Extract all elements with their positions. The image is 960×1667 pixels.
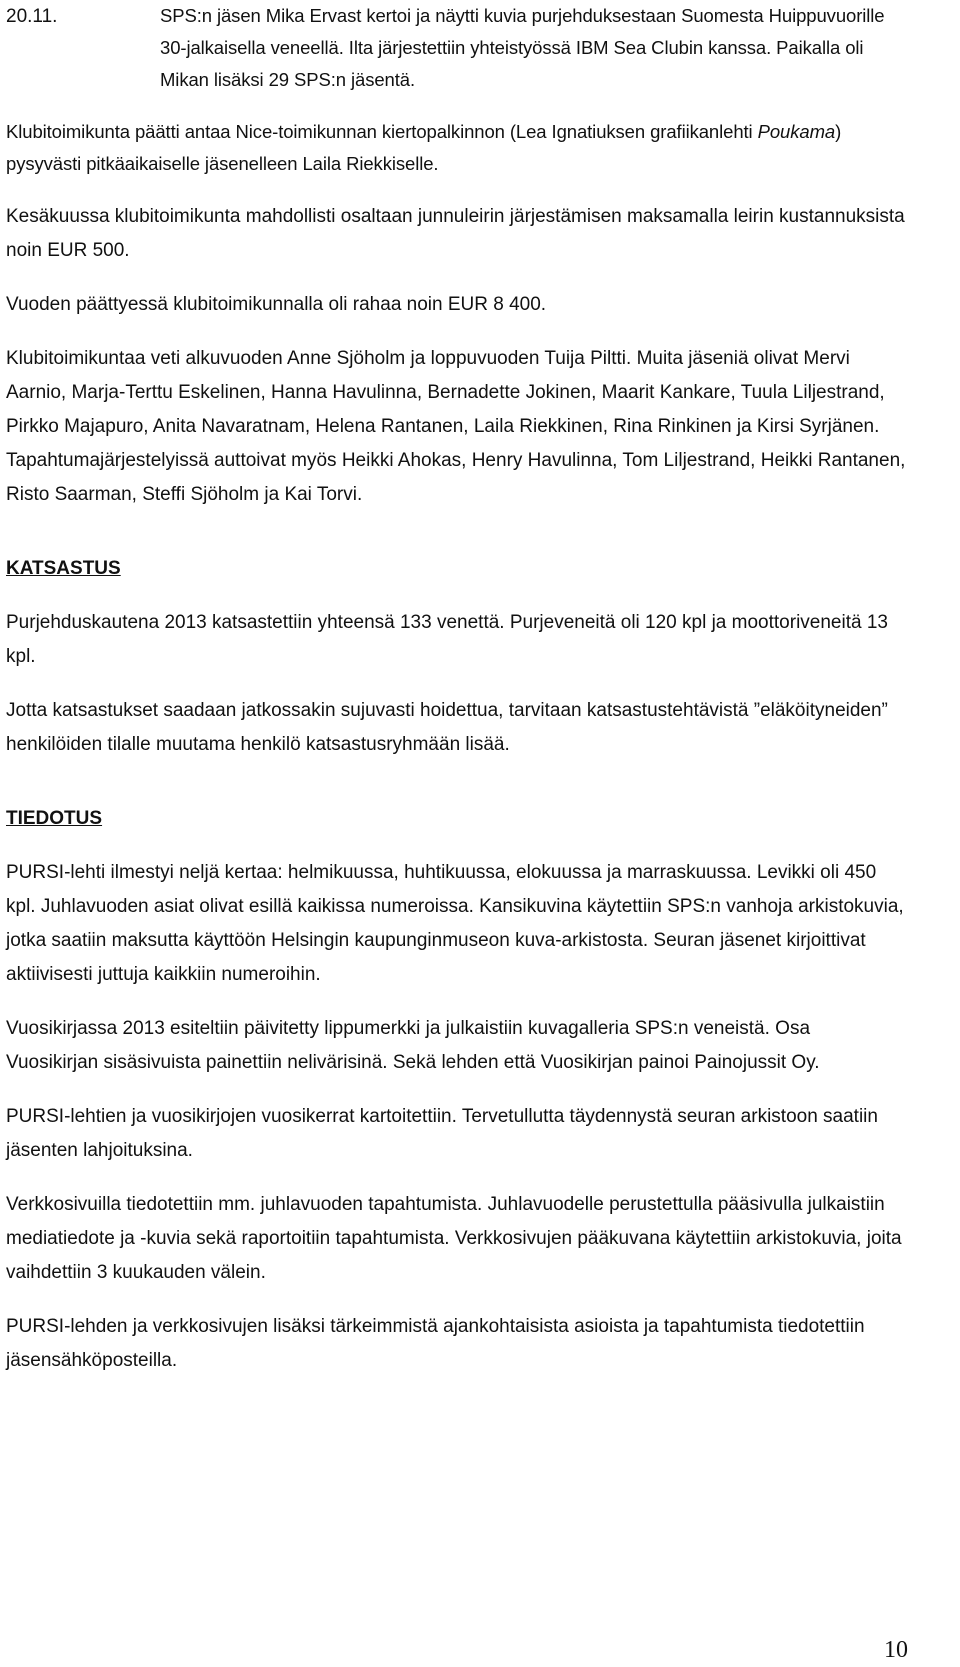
page-number: 10 [884, 1637, 908, 1663]
section-heading-katsastus: KATSASTUS [6, 558, 121, 579]
tiedotus-paragraph-website: Verkkosivuilla tiedotettiin mm. juhlavuoden tapahtumista. Juhlavuodelle perustettulla pääsivulla julkaistiin mediatiedote ja -kuvia sekä raportoitiin tapahtumista. Verkkosivujen pääkuvana käytettiin arkistokuvia, joita vaihdettiin 3 kuukauden välein. [6, 1194, 902, 1283]
club-paragraph-members: Klubitoimikuntaa veti alkuvuoden Anne Sjöholm ja loppuvuoden Tuija Piltti. Muita jäseniä olivat Mervi Aarnio, Marja-Terttu Eskelinen, Hanna Havulinna, Bernadette Jokinen, Maarit Kankare, Tuula Liljestrand, Pirkko Majapuro, Anita Navaratnam, Helena Rantanen, Laila Riekkinen, Rina Rinkinen ja Kirsi Syrjänen. Tapahtumajärjestelyissä auttoivat myös Heikki Ahokas, Henry Havulinna, Tom Liljestrand, Heikki Rantanen, Risto Saarman, Steffi Sjöholm ja Kai Torvi. [6, 348, 906, 505]
award-title-italic: Poukama [757, 121, 836, 142]
event-date: 20.11. [6, 6, 58, 27]
award-paragraph [6, 116, 906, 180]
award-text-after: ) pysyvästi pitkäaikaiselle jäsenelleen Laila Riekkiselle. [6, 121, 842, 174]
tiedotus-paragraph-email: PURSI-lehden ja verkkosivujen lisäksi tärkeimmistä ajankohtaisista asioista ja tapahtumista tiedotettiin jäsensähköposteilla. [6, 1316, 865, 1371]
event-entry [6, 0, 906, 96]
tiedotus-paragraph-archive: PURSI-lehtien ja vuosikirjojen vuosikerrat kartoitettiin. Tervetullutta täydennystä seuran arkistoon saatiin jäsenten lahjoituksina. [6, 1106, 878, 1161]
club-paragraph-finances: Vuoden päättyessä klubitoimikunnalla oli rahaa noin EUR 8 400. [6, 294, 547, 315]
club-paragraph-summer-camp: Kesäkuussa klubitoimikunta mahdollisti osaltaan junnuleirin järjestämisen maksamalla leirin kustannuksista noin EUR 500. [6, 206, 905, 261]
section-heading-tiedotus: TIEDOTUS [6, 808, 103, 829]
tiedotus-paragraph-yearbook: Vuosikirjassa 2013 esiteltiin päivitetty lippumerkki ja julkaistiin kuvagalleria SPS:n veneistä. Osa Vuosikirjan sisäsivuista painettiin nelivärisinä. Sekä lehden että Vuosikirjan painoi Painojussit Oy. [6, 1018, 820, 1073]
event-text: SPS:n jäsen Mika Ervast kertoi ja näytti kuvia purjehduksestaan Suomesta Huippuvuorille 30-jalkaisella veneellä. Ilta järjestettiin yhteistyössä IBM Sea Clubin kanssa. Paikalla oli Mikan lisäksi 29 SPS:n jäsentä. [160, 5, 885, 90]
tiedotus-paragraph-magazine: PURSI-lehti ilmestyi neljä kertaa: helmikuussa, huhtikuussa, elokuussa ja marraskuussa. Levikki oli 450 kpl. Juhlavuoden asiat olivat esillä kaikissa numeroissa. Kansikuvina käytettiin SPS:n vanhoja arkistokuvia, jotka saatiin maksutta käyttöön Helsingin kaupunginmuseon kuva-arkistosta. Seuran jäsenet kirjoittivat aktiivisesti juttuja kaikkiin numeroihin. [6, 862, 904, 985]
katsastus-paragraph-count: Purjehduskautena 2013 katsastettiin yhteensä 133 venettä. Purjeveneitä oli 120 kpl ja moottoriveneitä 13 kpl. [6, 612, 888, 667]
document-page [6, 0, 906, 1378]
katsastus-paragraph-inspectors: Jotta katsastukset saadaan jatkossakin sujuvasti hoidettua, tarvitaan katsastustehtävistä ”eläköityneiden” henkilöiden tilalle muutama henkilö katsastusryhmään lisää. [6, 700, 888, 755]
award-text-before: Klubitoimikunta päätti antaa Nice-toimikunnan kiertopalkinnon (Lea Ignatiuksen grafiikanlehti [6, 121, 758, 142]
